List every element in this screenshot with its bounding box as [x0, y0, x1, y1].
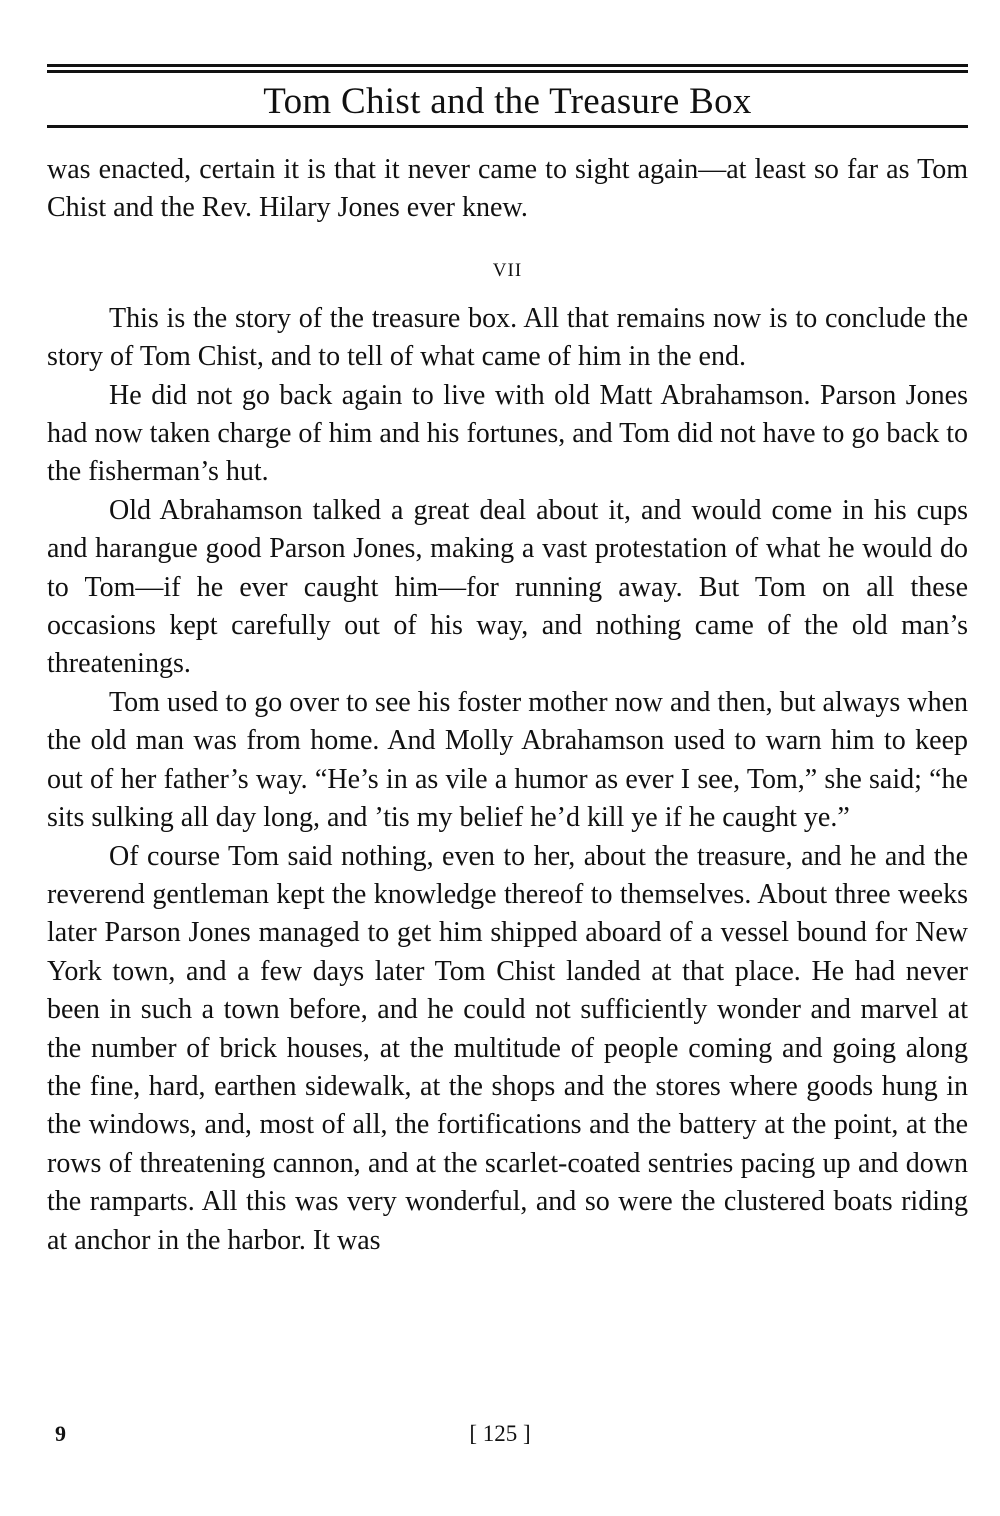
page-body [47, 151, 968, 1260]
paragraph: Old Abrahamson talked a great deal about it, and would come in his cups and harangue good Parson Jones, making a vast protestation of what he would do to Tom—if he ever caught him—for running away. But Tom on all these occasions kept carefully out of his way, and nothing came of the old man’s threatenings. [47, 494, 968, 680]
paragraph: This is the story of the treasure box. All that remains now is to conclude the story of Tom Chist, and to tell of what came of him in the end. [47, 302, 968, 373]
running-title: Tom Chist and the Treasure Box [263, 81, 752, 122]
paragraph: He did not go back again to live with old Matt Abrahamson. Parson Jones had now taken charge of him and his fortunes, and Tom did not have to go back to the fisherman’s hut. [47, 379, 968, 488]
section-numeral: VII [492, 259, 523, 281]
header-double-rule [47, 64, 968, 73]
continued-paragraph: was enacted, certain it is that it never came to sight again—at least so far as Tom Chist and the Rev. Hilary Jones ever knew. [47, 154, 968, 224]
header-rule [47, 125, 968, 128]
page-number: [ 125 ] [469, 1421, 531, 1446]
signature-mark: 9 [55, 1421, 66, 1446]
paragraph: Tom used to go over to see his foster mother now and then, but always when the old man was from home. And Molly Abrahamson used to warn him to keep out of her father’s way. “He’s in as vile a humor as ever I see, Tom,” she said; “he sits sulking all day long, and ’tis my belief he’d kill ye if he caught ye.” [47, 686, 968, 834]
paragraph: Of course Tom said nothing, even to her, about the treasure, and he and the reverend gentleman kept the knowledge thereof to themselves. About three weeks later Parson Jones managed to get him shipped aboard of a vessel bound for New York town, and a few days later Tom Chist landed at that place. He had never been in such a town before, and he could not sufficiently wonder and marvel at the number of brick houses, at the multitude of people coming and going along the fine, hard, earthen sidewalk, at the shops and the stores where goods hung in the windows, and, most of all, the fortifications and the battery at the point, at the rows of threatening cannon, and at the scarlet-coated sentries pacing up and down the ramparts. All this was very wonderful, and so were the clustered boats riding at anchor in the harbor. It was [47, 840, 968, 1256]
